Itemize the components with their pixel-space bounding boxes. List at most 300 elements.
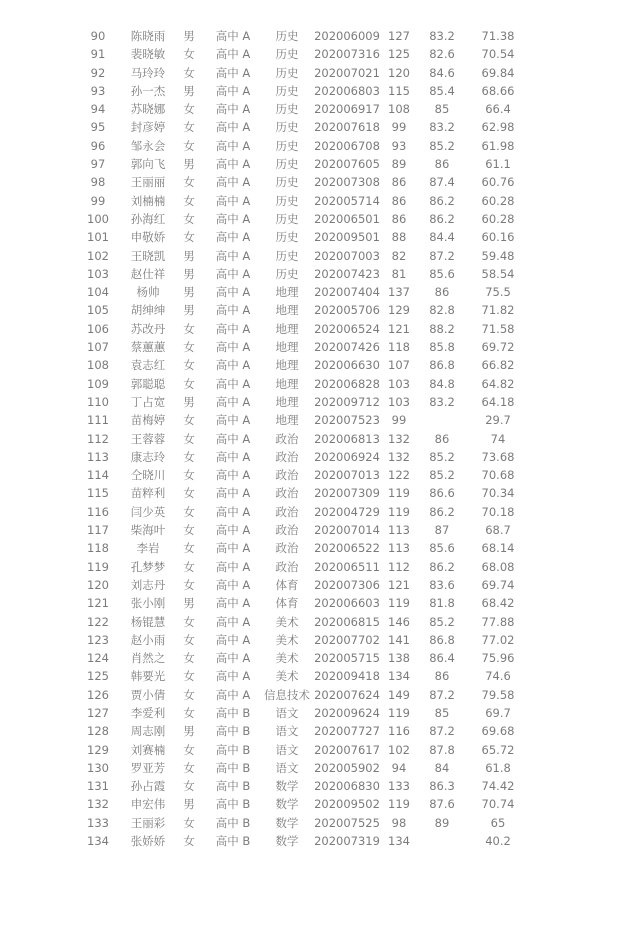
cell-exam-id: 202009501 — [314, 230, 380, 245]
table-row — [76, 411, 526, 429]
cell-raw-score: 134 — [388, 834, 410, 849]
cell-raw-score: 119 — [388, 504, 410, 519]
cell-student-name: 刘赛楠 — [130, 742, 166, 757]
cell-student-name: 申宏伟 — [130, 797, 166, 812]
cell-exam-id: 202007423 — [314, 266, 380, 281]
cell-gender: 女 — [183, 559, 195, 574]
cell-raw-score: 98 — [391, 815, 407, 830]
cell-weighted-score: 66.82 — [481, 358, 515, 373]
cell-weighted-score: 65 — [490, 815, 506, 830]
cell-subject: 地理 — [275, 394, 299, 409]
cell-weighted-score: 74.6 — [485, 669, 511, 684]
cell-weighted-score: 61.98 — [481, 138, 515, 153]
cell-exam-id: 202005714 — [314, 193, 380, 208]
table-row — [76, 210, 526, 228]
table-row — [76, 430, 526, 448]
cell-gender: 男 — [183, 83, 195, 98]
cell-subject: 地理 — [275, 376, 299, 391]
cell-grade-class: 高中 A — [215, 559, 251, 574]
cell-student-name: 赵小雨 — [130, 632, 166, 647]
cell-gender: 女 — [183, 577, 195, 592]
cell-row-number: 129 — [87, 742, 109, 757]
table-row — [76, 118, 526, 136]
cell-student-name: 杨帅 — [136, 285, 160, 300]
cell-exam-id: 202005706 — [314, 303, 380, 318]
cell-score-rate: 85.8 — [429, 340, 455, 355]
cell-subject: 历史 — [275, 175, 299, 190]
table-row — [76, 301, 526, 319]
cell-grade-class: 高中 A — [215, 211, 251, 226]
cell-weighted-score: 73.68 — [481, 449, 515, 464]
cell-weighted-score: 74 — [490, 431, 506, 446]
cell-student-name: 王丽丽 — [130, 175, 166, 190]
cell-score-rate: 86 — [434, 157, 450, 172]
cell-grade-class: 高中 A — [215, 193, 251, 208]
cell-grade-class: 高中 A — [215, 541, 251, 556]
cell-student-name: 孙一杰 — [130, 83, 166, 98]
cell-row-number: 95 — [90, 120, 106, 135]
cell-grade-class: 高中 A — [215, 413, 251, 428]
cell-subject: 美术 — [275, 669, 299, 684]
cell-gender: 女 — [183, 175, 195, 190]
cell-row-number: 103 — [87, 266, 109, 281]
cell-subject: 美术 — [275, 632, 299, 647]
cell-weighted-score: 70.68 — [481, 468, 515, 483]
cell-score-rate: 87.2 — [429, 724, 455, 739]
cell-row-number: 116 — [87, 504, 109, 519]
cell-student-name: 贾小倩 — [130, 687, 166, 702]
cell-gender: 女 — [183, 413, 195, 428]
cell-exam-id: 202006815 — [314, 614, 380, 629]
cell-row-number: 126 — [87, 687, 109, 702]
cell-row-number: 112 — [87, 431, 109, 446]
cell-weighted-score: 68.08 — [481, 559, 515, 574]
cell-raw-score: 99 — [391, 413, 407, 428]
cell-exam-id: 202006522 — [314, 541, 380, 556]
cell-row-number: 106 — [87, 321, 109, 336]
cell-subject: 数学 — [275, 797, 299, 812]
cell-exam-id: 202005715 — [314, 651, 380, 666]
cell-gender: 女 — [183, 138, 195, 153]
cell-gender: 男 — [183, 248, 195, 263]
cell-gender: 男 — [183, 266, 195, 281]
cell-student-name: 苗梅婷 — [130, 413, 166, 428]
cell-subject: 体育 — [275, 577, 299, 592]
cell-raw-score: 134 — [388, 669, 410, 684]
cell-weighted-score: 65.72 — [481, 742, 515, 757]
cell-gender: 男 — [183, 29, 195, 43]
cell-subject: 地理 — [275, 358, 299, 373]
cell-subject: 体育 — [275, 596, 299, 611]
cell-row-number: 131 — [87, 779, 109, 794]
cell-grade-class: 高中 B — [215, 724, 251, 739]
cell-raw-score: 103 — [388, 376, 410, 391]
cell-raw-score: 94 — [391, 760, 407, 775]
table-row — [76, 594, 526, 612]
cell-gender: 男 — [183, 285, 195, 300]
cell-subject: 语文 — [275, 760, 299, 775]
cell-raw-score: 121 — [388, 321, 410, 336]
cell-grade-class: 高中 A — [215, 340, 251, 355]
cell-student-name: 柴海叶 — [130, 523, 166, 538]
cell-subject: 历史 — [275, 248, 299, 263]
cell-student-name: 郭聪聪 — [130, 376, 166, 391]
cell-student-name: 肖然之 — [130, 651, 166, 666]
cell-score-rate — [414, 832, 470, 850]
cell-student-name: 孙海红 — [130, 211, 166, 226]
cell-score-rate: 86.2 — [429, 504, 455, 519]
cell-grade-class: 高中 A — [215, 157, 251, 172]
cell-score-rate: 85.6 — [429, 541, 455, 556]
cell-raw-score: 141 — [388, 632, 410, 647]
cell-weighted-score: 70.18 — [481, 504, 515, 519]
cell-row-number: 93 — [90, 83, 106, 98]
cell-exam-id: 202007014 — [314, 523, 380, 538]
cell-weighted-score: 69.7 — [485, 705, 511, 720]
cell-score-rate: 86.3 — [429, 779, 455, 794]
cell-raw-score: 119 — [388, 705, 410, 720]
table-row — [76, 667, 526, 685]
cell-raw-score: 149 — [388, 687, 410, 702]
table-row — [76, 832, 526, 850]
cell-exam-id: 202007306 — [314, 577, 380, 592]
cell-grade-class: 高中 A — [215, 687, 251, 702]
cell-weighted-score: 60.28 — [481, 211, 515, 226]
cell-score-rate: 83.2 — [429, 394, 455, 409]
cell-student-name: 丁占宽 — [130, 394, 166, 409]
cell-raw-score: 107 — [388, 358, 410, 373]
cell-row-number: 105 — [87, 303, 109, 318]
cell-weighted-score: 66.4 — [485, 102, 511, 117]
cell-row-number: 94 — [90, 102, 106, 117]
cell-grade-class: 高中 A — [215, 29, 251, 43]
cell-exam-id: 202009624 — [314, 705, 380, 720]
cell-exam-id: 202009418 — [314, 669, 380, 684]
cell-raw-score: 127 — [388, 29, 410, 43]
cell-score-rate: 87.8 — [429, 742, 455, 757]
cell-grade-class: 高中 A — [215, 431, 251, 446]
cell-subject: 地理 — [275, 285, 299, 300]
cell-subject: 数学 — [275, 834, 299, 849]
cell-student-name: 苗粹利 — [130, 486, 166, 501]
cell-student-name: 裴晓敏 — [130, 47, 166, 62]
cell-grade-class: 高中 A — [215, 523, 251, 538]
table-row — [76, 100, 526, 118]
cell-score-rate — [414, 411, 470, 429]
cell-row-number: 128 — [87, 724, 109, 739]
cell-score-rate: 85 — [434, 102, 450, 117]
cell-subject: 语文 — [275, 724, 299, 739]
cell-raw-score: 138 — [388, 651, 410, 666]
cell-subject: 政治 — [275, 431, 299, 446]
cell-grade-class: 高中 A — [215, 303, 251, 318]
cell-exam-id: 202007426 — [314, 340, 380, 355]
table-row — [76, 356, 526, 374]
cell-row-number: 125 — [87, 669, 109, 684]
cell-row-number: 104 — [87, 285, 109, 300]
cell-row-number: 96 — [90, 138, 106, 153]
cell-weighted-score: 77.02 — [481, 632, 515, 647]
cell-raw-score: 119 — [388, 596, 410, 611]
cell-gender: 女 — [183, 340, 195, 355]
cell-row-number: 123 — [87, 632, 109, 647]
cell-score-rate: 86.2 — [429, 559, 455, 574]
cell-score-rate: 87.2 — [429, 248, 455, 263]
cell-score-rate: 86.4 — [429, 651, 455, 666]
cell-exam-id: 202007624 — [314, 687, 380, 702]
cell-student-name: 袁志红 — [130, 358, 166, 373]
table-row — [76, 686, 526, 704]
cell-student-name: 张娇娇 — [130, 834, 166, 849]
table-row — [76, 722, 526, 740]
cell-student-name: 王晓凯 — [130, 248, 166, 263]
cell-grade-class: 高中 A — [215, 120, 251, 135]
cell-score-rate: 84.6 — [429, 65, 455, 80]
table-row — [76, 649, 526, 667]
cell-student-name: 苏晓娜 — [130, 102, 166, 117]
cell-subject: 美术 — [275, 614, 299, 629]
cell-grade-class: 高中 B — [215, 705, 251, 720]
table-row — [76, 613, 526, 631]
cell-row-number: 107 — [87, 340, 109, 355]
cell-score-rate: 83.6 — [429, 577, 455, 592]
cell-student-name: 蔡蕙蕙 — [130, 340, 166, 355]
cell-exam-id: 202007308 — [314, 175, 380, 190]
cell-gender: 男 — [183, 394, 195, 409]
cell-score-rate: 87.2 — [429, 687, 455, 702]
cell-raw-score: 133 — [388, 779, 410, 794]
cell-subject: 历史 — [275, 83, 299, 98]
cell-row-number: 92 — [90, 65, 106, 80]
cell-grade-class: 高中 A — [215, 285, 251, 300]
cell-raw-score: 116 — [388, 724, 410, 739]
cell-grade-class: 高中 A — [215, 266, 251, 281]
cell-row-number: 120 — [87, 577, 109, 592]
cell-gender: 女 — [183, 614, 195, 629]
cell-grade-class: 高中 B — [215, 834, 251, 849]
cell-subject: 语文 — [275, 705, 299, 720]
cell-weighted-score: 75.5 — [485, 285, 511, 300]
cell-raw-score: 137 — [388, 285, 410, 300]
cell-row-number: 124 — [87, 651, 109, 666]
cell-raw-score: 89 — [391, 157, 407, 172]
cell-row-number: 98 — [90, 175, 106, 190]
cell-student-name: 张小刚 — [130, 596, 166, 611]
cell-weighted-score: 64.18 — [481, 394, 515, 409]
cell-row-number: 97 — [90, 157, 106, 172]
table-row — [76, 539, 526, 557]
cell-subject: 政治 — [275, 486, 299, 501]
table-row — [76, 795, 526, 813]
cell-gender: 女 — [183, 102, 195, 117]
cell-grade-class: 高中 A — [215, 248, 251, 263]
cell-student-name: 赵仕祥 — [130, 266, 166, 281]
cell-raw-score: 146 — [388, 614, 410, 629]
cell-student-name: 陈晓雨 — [130, 29, 166, 43]
cell-raw-score: 82 — [391, 248, 407, 263]
cell-exam-id: 202006501 — [314, 211, 380, 226]
cell-student-name: 郭向飞 — [130, 157, 166, 172]
cell-student-name: 邹永会 — [130, 138, 166, 153]
cell-gender: 女 — [183, 504, 195, 519]
cell-exam-id: 202007618 — [314, 120, 380, 135]
cell-row-number: 122 — [87, 614, 109, 629]
cell-subject: 政治 — [275, 468, 299, 483]
cell-weighted-score: 60.76 — [481, 175, 515, 190]
cell-student-name: 申敬娇 — [130, 230, 166, 245]
cell-raw-score: 113 — [388, 523, 410, 538]
cell-exam-id: 202007727 — [314, 724, 380, 739]
cell-student-name: 李爱利 — [130, 705, 166, 720]
cell-grade-class: 高中 A — [215, 669, 251, 684]
cell-weighted-score: 79.58 — [481, 687, 515, 702]
table-row — [76, 320, 526, 338]
cell-subject: 地理 — [275, 413, 299, 428]
cell-gender: 女 — [183, 431, 195, 446]
cell-exam-id: 202007404 — [314, 285, 380, 300]
cell-raw-score: 86 — [391, 193, 407, 208]
cell-exam-id: 202007523 — [314, 413, 380, 428]
cell-grade-class: 高中 A — [215, 468, 251, 483]
table-row — [76, 155, 526, 173]
cell-gender: 女 — [183, 523, 195, 538]
cell-exam-id: 202006828 — [314, 376, 380, 391]
cell-gender: 男 — [183, 303, 195, 318]
cell-gender: 女 — [183, 65, 195, 80]
cell-weighted-score: 69.68 — [481, 724, 515, 739]
cell-weighted-score: 60.16 — [481, 230, 515, 245]
cell-score-rate: 86 — [434, 431, 450, 446]
cell-row-number: 119 — [87, 559, 109, 574]
cell-score-rate: 86.6 — [429, 486, 455, 501]
cell-grade-class: 高中 A — [215, 47, 251, 62]
table-row — [76, 777, 526, 795]
cell-student-name: 康志玲 — [130, 449, 166, 464]
cell-grade-class: 高中 A — [215, 138, 251, 153]
cell-gender: 女 — [183, 742, 195, 757]
cell-row-number: 99 — [90, 193, 106, 208]
cell-score-rate: 85 — [434, 705, 450, 720]
cell-exam-id: 202007525 — [314, 815, 380, 830]
cell-exam-id: 202007702 — [314, 632, 380, 647]
cell-grade-class: 高中 A — [215, 614, 251, 629]
cell-gender: 女 — [183, 760, 195, 775]
cell-score-rate: 85.2 — [429, 138, 455, 153]
cell-gender: 女 — [183, 541, 195, 556]
cell-grade-class: 高中 A — [215, 65, 251, 80]
cell-student-name: 马玲玲 — [130, 65, 166, 80]
cell-exam-id: 202006813 — [314, 431, 380, 446]
cell-row-number: 132 — [87, 797, 109, 812]
table-row — [76, 283, 526, 301]
cell-exam-id: 202007013 — [314, 468, 380, 483]
cell-score-rate: 82.8 — [429, 303, 455, 318]
cell-raw-score: 125 — [388, 47, 410, 62]
cell-score-rate: 84.8 — [429, 376, 455, 391]
cell-exam-id: 202007319 — [314, 834, 380, 849]
cell-subject: 政治 — [275, 559, 299, 574]
cell-weighted-score: 59.48 — [481, 248, 515, 263]
cell-row-number: 130 — [87, 760, 109, 775]
table-row — [76, 759, 526, 777]
cell-gender: 男 — [183, 596, 195, 611]
cell-row-number: 113 — [87, 449, 109, 464]
cell-grade-class: 高中 A — [215, 632, 251, 647]
cell-score-rate: 86 — [434, 669, 450, 684]
cell-gender: 女 — [183, 779, 195, 794]
cell-subject: 历史 — [275, 120, 299, 135]
cell-row-number: 90 — [90, 29, 106, 43]
cell-subject: 历史 — [275, 157, 299, 172]
table-row — [76, 631, 526, 649]
cell-subject: 地理 — [275, 340, 299, 355]
cell-exam-id: 202006511 — [314, 559, 380, 574]
cell-weighted-score: 40.2 — [485, 834, 511, 849]
cell-weighted-score: 29.7 — [485, 413, 511, 428]
cell-gender: 女 — [183, 834, 195, 849]
cell-raw-score: 86 — [391, 175, 407, 190]
cell-exam-id: 202006630 — [314, 358, 380, 373]
cell-gender: 女 — [183, 358, 195, 373]
cell-row-number: 127 — [87, 705, 109, 720]
cell-grade-class: 高中 B — [215, 797, 251, 812]
cell-weighted-score: 69.74 — [481, 577, 515, 592]
cell-weighted-score: 71.58 — [481, 321, 515, 336]
table-row — [76, 393, 526, 411]
cell-score-rate: 81.8 — [429, 596, 455, 611]
cell-exam-id: 202006603 — [314, 596, 380, 611]
cell-row-number: 111 — [87, 413, 109, 428]
cell-exam-id: 202006708 — [314, 138, 380, 153]
cell-grade-class: 高中 A — [215, 486, 251, 501]
cell-raw-score: 120 — [388, 65, 410, 80]
cell-grade-class: 高中 B — [215, 760, 251, 775]
cell-subject: 地理 — [275, 303, 299, 318]
cell-gender: 女 — [183, 193, 195, 208]
cell-exam-id: 202006803 — [314, 83, 380, 98]
cell-subject: 地理 — [275, 321, 299, 336]
cell-raw-score: 132 — [388, 431, 410, 446]
cell-score-rate: 86 — [434, 285, 450, 300]
table-row — [76, 173, 526, 191]
cell-weighted-score: 69.84 — [481, 65, 515, 80]
table-row — [76, 247, 526, 265]
table-row — [76, 338, 526, 356]
cell-grade-class: 高中 A — [215, 449, 251, 464]
cell-score-rate: 87.4 — [429, 175, 455, 190]
cell-raw-score: 118 — [388, 340, 410, 355]
cell-gender: 男 — [183, 724, 195, 739]
cell-student-name: 孙占霞 — [130, 779, 166, 794]
cell-score-rate: 83.2 — [429, 29, 455, 43]
cell-subject: 语文 — [275, 742, 299, 757]
cell-raw-score: 81 — [391, 266, 407, 281]
cell-row-number: 118 — [87, 541, 109, 556]
cell-raw-score: 132 — [388, 449, 410, 464]
cell-subject: 历史 — [275, 230, 299, 245]
cell-subject: 数学 — [275, 779, 299, 794]
student-results-table — [76, 27, 526, 850]
cell-weighted-score: 74.42 — [481, 779, 515, 794]
cell-row-number: 102 — [87, 248, 109, 263]
cell-gender: 女 — [183, 468, 195, 483]
cell-raw-score: 119 — [388, 486, 410, 501]
cell-student-name: 杨锟慧 — [130, 614, 166, 629]
cell-score-rate: 84.4 — [429, 230, 455, 245]
table-row — [76, 576, 526, 594]
cell-student-name: 孔梦梦 — [130, 559, 166, 574]
table-row — [76, 448, 526, 466]
